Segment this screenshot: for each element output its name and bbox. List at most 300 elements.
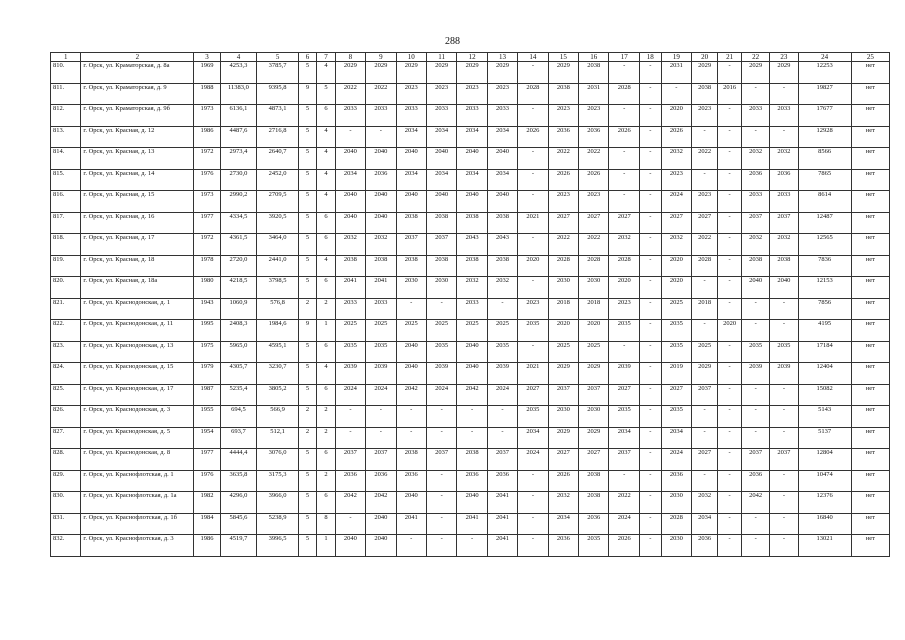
value-cell: 4519,7 (220, 535, 257, 557)
value-cell: 2032 (770, 148, 798, 170)
value-cell: 2034 (426, 169, 456, 191)
value-cell: 9 (298, 83, 316, 105)
value-cell: 2040 (426, 191, 456, 213)
value-cell: 1979 (194, 363, 220, 385)
value-cell: 2027 (692, 449, 718, 471)
value-cell: 2037 (742, 449, 770, 471)
value-cell: 2023 (609, 298, 639, 320)
value-cell: 3805,2 (257, 384, 298, 406)
value-cell: - (742, 384, 770, 406)
row-number-cell: 824. (51, 363, 81, 385)
value-cell: 1976 (194, 169, 220, 191)
value-cell: - (718, 298, 742, 320)
row-number-cell: 826. (51, 406, 81, 428)
value-cell: 2030 (661, 535, 691, 557)
value-cell: 2024 (487, 384, 517, 406)
value-cell: 2040 (366, 513, 396, 535)
row-number-cell: 829. (51, 470, 81, 492)
row-number-cell: 825. (51, 384, 81, 406)
value-cell: нет (851, 320, 889, 342)
value-cell: 2709,5 (257, 191, 298, 213)
value-cell: - (609, 169, 639, 191)
value-cell: 2029 (487, 62, 517, 84)
value-cell: 3966,0 (257, 492, 298, 514)
value-cell: 2039 (487, 363, 517, 385)
value-cell: 5 (317, 83, 335, 105)
value-cell: 1 (317, 320, 335, 342)
value-cell: - (639, 427, 661, 449)
value-cell: 1969 (194, 62, 220, 84)
value-cell: нет (851, 169, 889, 191)
value-cell: 2029 (366, 62, 396, 84)
value-cell: 2037 (742, 212, 770, 234)
value-cell: 2035 (518, 406, 548, 428)
value-cell: 2035 (579, 535, 609, 557)
value-cell: 1982 (194, 492, 220, 514)
value-cell: нет (851, 277, 889, 299)
value-cell: - (609, 470, 639, 492)
value-cell: 15082 (798, 384, 851, 406)
address-cell: г. Орск, ул. Красная, д. 18а (81, 277, 194, 299)
value-cell: - (770, 126, 798, 148)
row-number-cell: 816. (51, 191, 81, 213)
value-cell: - (518, 492, 548, 514)
value-cell: 2036 (770, 169, 798, 191)
value-cell: 2020 (548, 320, 578, 342)
value-cell: - (742, 535, 770, 557)
value-cell: 2027 (548, 449, 578, 471)
value-cell: 6 (317, 212, 335, 234)
value-cell: - (518, 148, 548, 170)
value-cell: 5845,6 (220, 513, 257, 535)
value-cell: 2025 (548, 341, 578, 363)
value-cell: 12404 (798, 363, 851, 385)
row-number-cell: 813. (51, 126, 81, 148)
column-header-4: 4 (220, 53, 257, 62)
value-cell: 3076,0 (257, 449, 298, 471)
column-header-3: 3 (194, 53, 220, 62)
value-cell: 2034 (396, 126, 426, 148)
value-cell: 2018 (548, 298, 578, 320)
value-cell: - (335, 406, 365, 428)
value-cell: 2032 (742, 234, 770, 256)
address-cell: г. Орск, ул. Краснофлотская, д. 1 (81, 470, 194, 492)
value-cell: 5 (298, 62, 316, 84)
value-cell: - (718, 148, 742, 170)
value-cell: - (518, 234, 548, 256)
value-cell: 2037 (770, 212, 798, 234)
value-cell: 2032 (487, 277, 517, 299)
value-cell: 2028 (609, 83, 639, 105)
value-cell: - (718, 191, 742, 213)
value-cell: 1986 (194, 126, 220, 148)
value-cell: - (692, 277, 718, 299)
value-cell: нет (851, 535, 889, 557)
value-cell: 2022 (548, 234, 578, 256)
value-cell: 2716,8 (257, 126, 298, 148)
table-row (51, 169, 890, 191)
value-cell: - (366, 406, 396, 428)
value-cell: - (639, 191, 661, 213)
value-cell: 3920,5 (257, 212, 298, 234)
value-cell: 9 (298, 320, 316, 342)
value-cell: 2030 (661, 492, 691, 514)
value-cell: 2025 (487, 320, 517, 342)
value-cell: 2040 (396, 191, 426, 213)
value-cell: 2027 (548, 212, 578, 234)
column-header-25: 25 (851, 53, 889, 62)
table-row (51, 406, 890, 428)
value-cell: - (770, 406, 798, 428)
value-cell: 2032 (742, 148, 770, 170)
address-cell: г. Орск, ул. Краснофлотская, д. 3 (81, 535, 194, 557)
value-cell: - (457, 535, 487, 557)
address-cell: г. Орск, ул. Красная, д. 12 (81, 126, 194, 148)
value-cell: 4 (317, 169, 335, 191)
value-cell: 7836 (798, 255, 851, 277)
row-number-cell: 814. (51, 148, 81, 170)
value-cell: 2040 (426, 148, 456, 170)
value-cell: 2040 (396, 148, 426, 170)
value-cell: нет (851, 83, 889, 105)
value-cell: 2032 (661, 148, 691, 170)
value-cell: 2037 (770, 449, 798, 471)
value-cell: 2038 (396, 212, 426, 234)
value-cell: 2037 (548, 384, 578, 406)
value-cell: 6 (317, 277, 335, 299)
column-header-24: 24 (798, 53, 851, 62)
value-cell: нет (851, 212, 889, 234)
value-cell: 2034 (487, 126, 517, 148)
value-cell: - (718, 277, 742, 299)
value-cell: 2720,0 (220, 255, 257, 277)
value-cell: 2033 (366, 298, 396, 320)
column-header-1: 1 (51, 53, 81, 62)
value-cell: - (718, 234, 742, 256)
value-cell: 12153 (798, 277, 851, 299)
value-cell: 2027 (609, 384, 639, 406)
row-number-cell: 828. (51, 449, 81, 471)
value-cell: 2038 (335, 255, 365, 277)
value-cell: 3175,3 (257, 470, 298, 492)
value-cell: - (487, 406, 517, 428)
value-cell: 2026 (609, 535, 639, 557)
value-cell: 2025 (396, 320, 426, 342)
value-cell: 2029 (396, 62, 426, 84)
value-cell: - (639, 148, 661, 170)
value-cell: 2027 (661, 384, 691, 406)
value-cell: - (426, 427, 456, 449)
value-cell: 5 (298, 255, 316, 277)
value-cell: - (396, 427, 426, 449)
value-cell: 2023 (396, 83, 426, 105)
value-cell: 5 (298, 492, 316, 514)
value-cell: 1977 (194, 449, 220, 471)
address-cell: г. Орск, ул. Краснодонская, д. 11 (81, 320, 194, 342)
value-cell: - (742, 298, 770, 320)
value-cell: 2038 (579, 492, 609, 514)
value-cell: 2018 (692, 298, 718, 320)
table-row (51, 212, 890, 234)
value-cell: 2023 (457, 83, 487, 105)
value-cell: - (518, 470, 548, 492)
value-cell: 2041 (335, 277, 365, 299)
value-cell: - (639, 363, 661, 385)
value-cell: 512,1 (257, 427, 298, 449)
value-cell: 5 (298, 234, 316, 256)
value-cell: - (718, 341, 742, 363)
value-cell: 6 (317, 105, 335, 127)
value-cell: 2029 (457, 62, 487, 84)
value-cell: - (718, 212, 742, 234)
value-cell: 2038 (396, 449, 426, 471)
address-cell: г. Орск, ул. Краматорская, д. 9б (81, 105, 194, 127)
value-cell: 2033 (335, 298, 365, 320)
row-number-cell: 823. (51, 341, 81, 363)
value-cell: 12565 (798, 234, 851, 256)
value-cell: 2040 (335, 191, 365, 213)
value-cell: 5143 (798, 406, 851, 428)
value-cell: 2 (317, 406, 335, 428)
value-cell: 2040 (396, 363, 426, 385)
value-cell: - (487, 298, 517, 320)
row-number-cell: 827. (51, 427, 81, 449)
value-cell: 5 (298, 363, 316, 385)
value-cell: 2027 (692, 212, 718, 234)
value-cell: 2 (298, 406, 316, 428)
value-cell: 5 (298, 148, 316, 170)
value-cell: 2038 (579, 470, 609, 492)
value-cell: - (718, 406, 742, 428)
address-cell: г. Орск, ул. Краматорская, д. 9 (81, 83, 194, 105)
value-cell: 2040 (335, 535, 365, 557)
value-cell: 3635,8 (220, 470, 257, 492)
value-cell: 2027 (579, 212, 609, 234)
value-cell: 2038 (426, 255, 456, 277)
column-header-6: 6 (298, 53, 316, 62)
table-row (51, 62, 890, 84)
value-cell: 2025 (692, 341, 718, 363)
value-cell: 2028 (661, 513, 691, 535)
value-cell: 1975 (194, 341, 220, 363)
table-row (51, 298, 890, 320)
value-cell: 1972 (194, 148, 220, 170)
column-header-23: 23 (770, 53, 798, 62)
value-cell: 2035 (518, 320, 548, 342)
column-header-13: 13 (487, 53, 517, 62)
value-cell: - (639, 535, 661, 557)
row-number-cell: 822. (51, 320, 81, 342)
table-row (51, 513, 890, 535)
value-cell: 2024 (366, 384, 396, 406)
value-cell: - (742, 83, 770, 105)
value-cell: 2990,2 (220, 191, 257, 213)
value-cell: 2029 (692, 62, 718, 84)
value-cell: 2038 (457, 449, 487, 471)
value-cell: 2036 (661, 470, 691, 492)
value-cell: 2038 (396, 255, 426, 277)
value-cell: 5 (298, 384, 316, 406)
value-cell: - (426, 492, 456, 514)
value-cell: 2022 (609, 492, 639, 514)
value-cell: 3230,7 (257, 363, 298, 385)
value-cell: 2035 (661, 406, 691, 428)
value-cell: 2028 (518, 83, 548, 105)
value-cell: - (692, 470, 718, 492)
value-cell: 2040 (366, 212, 396, 234)
value-cell: 3798,5 (257, 277, 298, 299)
value-cell: 16840 (798, 513, 851, 535)
value-cell: 694,5 (220, 406, 257, 428)
value-cell: 2034 (457, 169, 487, 191)
value-cell: 2030 (579, 406, 609, 428)
value-cell: 2 (317, 298, 335, 320)
value-cell: 2035 (661, 341, 691, 363)
value-cell: 5 (298, 470, 316, 492)
value-cell: 1977 (194, 212, 220, 234)
value-cell: 2018 (579, 298, 609, 320)
value-cell: 2022 (692, 234, 718, 256)
value-cell: 2038 (742, 255, 770, 277)
value-cell: 1984,6 (257, 320, 298, 342)
value-cell: 2036 (742, 470, 770, 492)
value-cell: - (718, 255, 742, 277)
address-cell: г. Орск, ул. Краснофлотская, д. 1а (81, 492, 194, 514)
value-cell: 3464,0 (257, 234, 298, 256)
table-row (51, 277, 890, 299)
value-cell: 2038 (548, 83, 578, 105)
table-row (51, 255, 890, 277)
value-cell: 5965,0 (220, 341, 257, 363)
value-cell: 2 (317, 427, 335, 449)
value-cell: 2041 (487, 535, 517, 557)
value-cell: 2035 (366, 341, 396, 363)
value-cell: 2039 (770, 363, 798, 385)
value-cell: - (692, 406, 718, 428)
column-header-22: 22 (742, 53, 770, 62)
row-number-cell: 821. (51, 298, 81, 320)
value-cell: 5 (298, 212, 316, 234)
value-cell: 2032 (457, 277, 487, 299)
column-header-19: 19 (661, 53, 691, 62)
value-cell: 4253,3 (220, 62, 257, 84)
value-cell: 2041 (487, 513, 517, 535)
column-header-15: 15 (548, 53, 578, 62)
value-cell: - (718, 62, 742, 84)
value-cell: 2029 (548, 62, 578, 84)
table-row (51, 384, 890, 406)
value-cell: 1986 (194, 535, 220, 557)
value-cell: 2038 (487, 212, 517, 234)
value-cell: - (692, 126, 718, 148)
table-row (51, 126, 890, 148)
value-cell: 2730,0 (220, 169, 257, 191)
value-cell: 12253 (798, 62, 851, 84)
value-cell: нет (851, 492, 889, 514)
table-row (51, 83, 890, 105)
value-cell: 2040 (457, 148, 487, 170)
value-cell: 2026 (548, 169, 578, 191)
address-cell: г. Орск, ул. Красная, д. 15 (81, 191, 194, 213)
address-cell: г. Орск, ул. Краматорская, д. 8а (81, 62, 194, 84)
value-cell: 2029 (692, 363, 718, 385)
column-header-18: 18 (639, 53, 661, 62)
value-cell: 4 (317, 255, 335, 277)
table-row (51, 148, 890, 170)
value-cell: 2030 (396, 277, 426, 299)
value-cell: 2043 (457, 234, 487, 256)
value-cell: 2019 (661, 363, 691, 385)
column-header-21: 21 (718, 53, 742, 62)
row-number-cell: 817. (51, 212, 81, 234)
value-cell: 2035 (609, 406, 639, 428)
value-cell: 2036 (335, 470, 365, 492)
value-cell: 2024 (661, 449, 691, 471)
value-cell: 4 (317, 191, 335, 213)
value-cell: 2032 (548, 492, 578, 514)
value-cell: 3785,7 (257, 62, 298, 84)
value-cell: 5 (298, 341, 316, 363)
value-cell: 2035 (487, 341, 517, 363)
value-cell: 2039 (426, 363, 456, 385)
value-cell: 2040 (457, 363, 487, 385)
value-cell: 2031 (661, 62, 691, 84)
value-cell: 4296,0 (220, 492, 257, 514)
value-cell: 2029 (335, 62, 365, 84)
value-cell: - (609, 341, 639, 363)
value-cell: 2038 (426, 212, 456, 234)
value-cell: - (639, 492, 661, 514)
value-cell: - (518, 341, 548, 363)
row-number-cell: 815. (51, 169, 81, 191)
value-cell: 2026 (579, 169, 609, 191)
table-row (51, 191, 890, 213)
value-cell: 2029 (579, 363, 609, 385)
address-cell: г. Орск, ул. Краснодонская, д. 5 (81, 427, 194, 449)
value-cell: 1995 (194, 320, 220, 342)
value-cell: 2023 (579, 191, 609, 213)
value-cell: 2030 (579, 277, 609, 299)
value-cell: нет (851, 384, 889, 406)
value-cell: 2 (298, 427, 316, 449)
value-cell: 2020 (609, 277, 639, 299)
column-header-14: 14 (518, 53, 548, 62)
value-cell: 4487,6 (220, 126, 257, 148)
value-cell: 5 (298, 105, 316, 127)
value-cell: 2026 (518, 126, 548, 148)
value-cell: - (718, 449, 742, 471)
value-cell: 5 (298, 535, 316, 557)
value-cell: нет (851, 449, 889, 471)
value-cell: 1984 (194, 513, 220, 535)
value-cell: 2040 (366, 148, 396, 170)
value-cell: 9395,8 (257, 83, 298, 105)
value-cell: 2027 (609, 212, 639, 234)
value-cell: 2037 (487, 449, 517, 471)
value-cell: 5238,9 (257, 513, 298, 535)
value-cell: 2037 (579, 384, 609, 406)
value-cell: - (770, 83, 798, 105)
value-cell: нет (851, 255, 889, 277)
value-cell: 2042 (396, 384, 426, 406)
value-cell: 2041 (396, 513, 426, 535)
value-cell: - (639, 234, 661, 256)
value-cell: - (770, 470, 798, 492)
table-row (51, 470, 890, 492)
row-number-cell: 811. (51, 83, 81, 105)
row-number-cell: 812. (51, 105, 81, 127)
value-cell: - (426, 470, 456, 492)
